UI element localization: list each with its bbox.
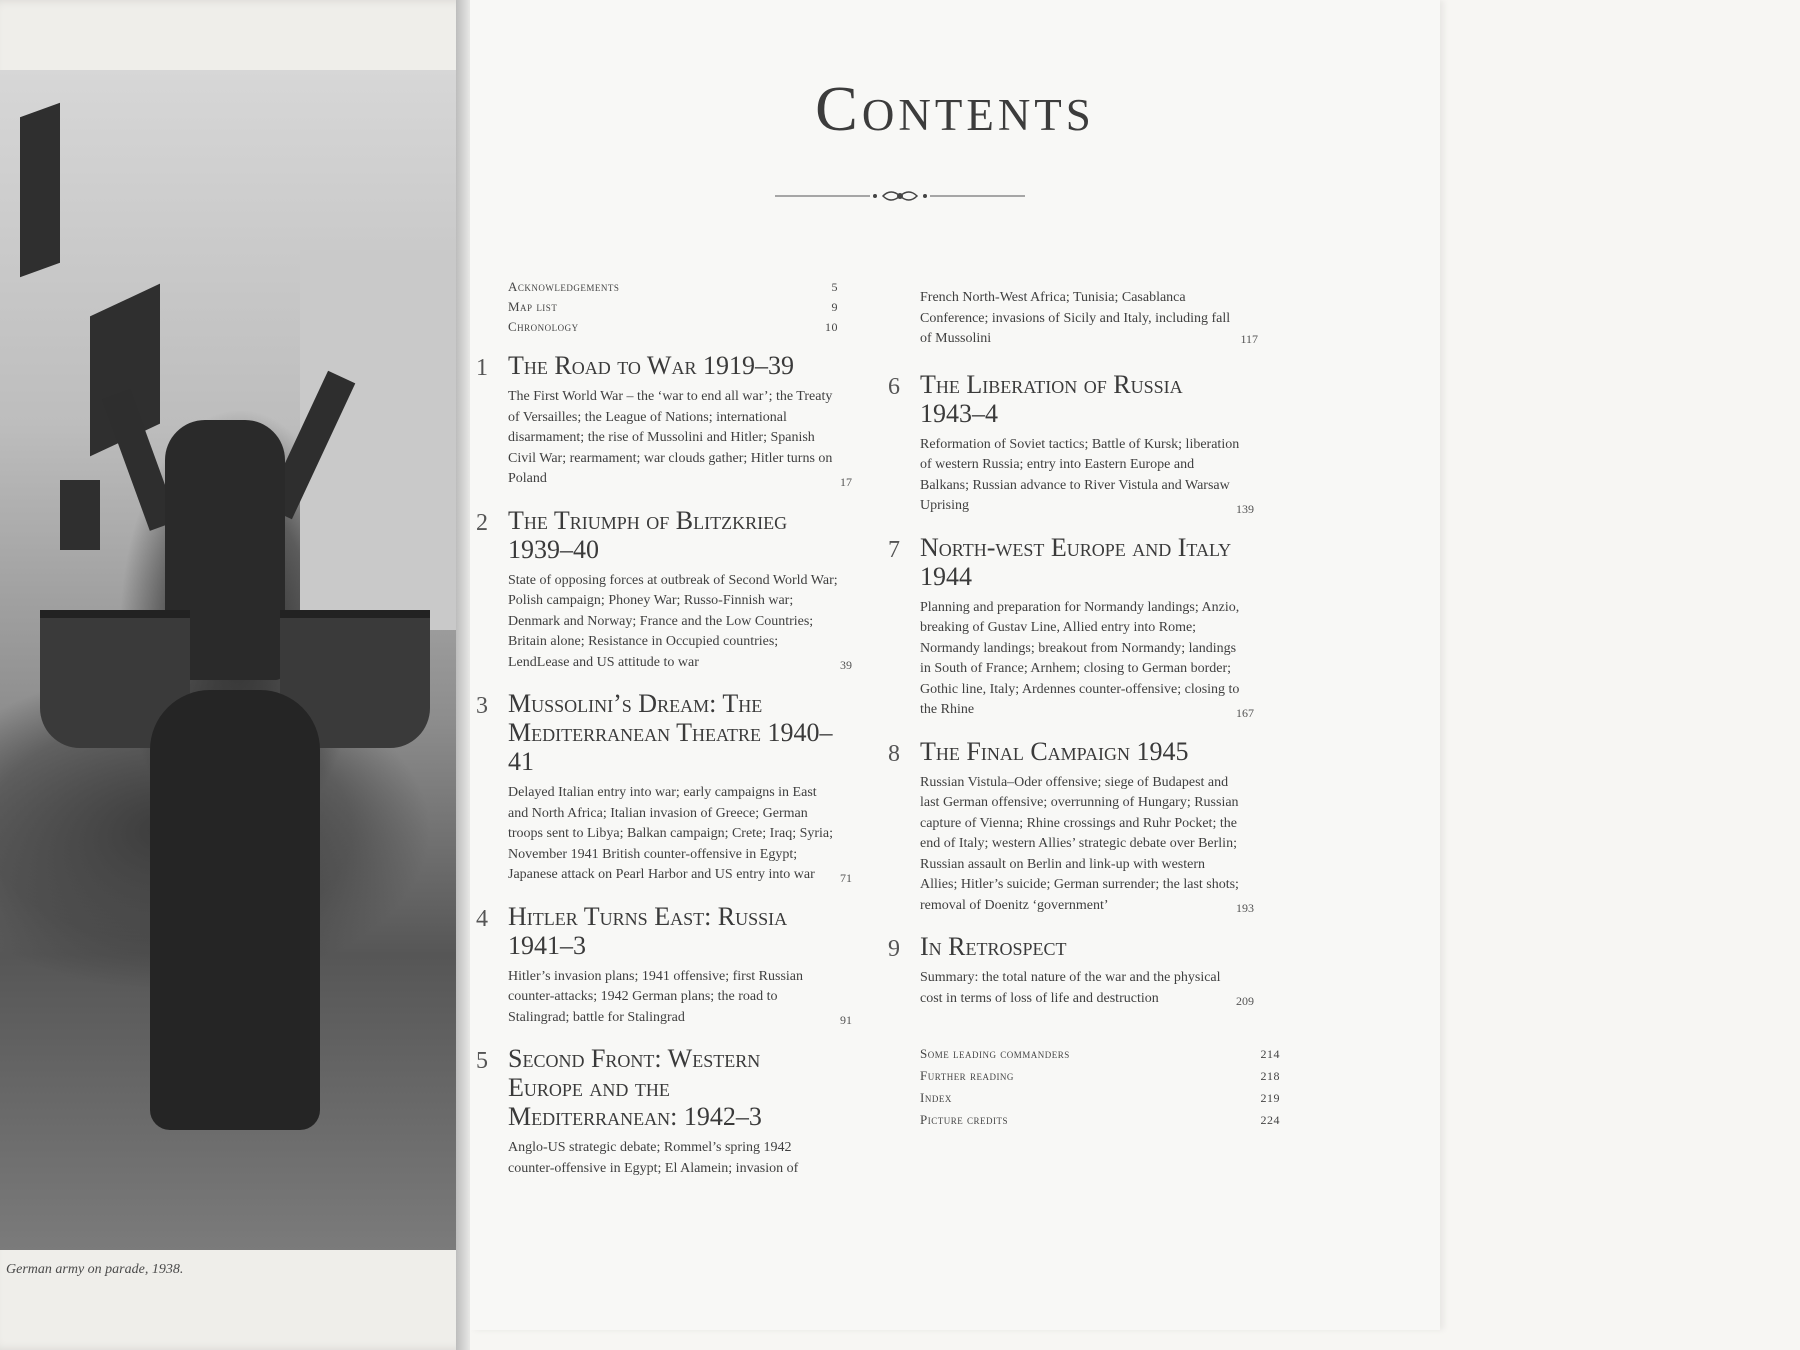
chapter-title: In Retrospect: [920, 932, 1067, 961]
entry-label: Picture credits: [920, 1112, 1008, 1127]
page-number: 9: [831, 300, 838, 314]
chapter-number: 8: [888, 740, 900, 767]
chapter-entry[interactable]: [888, 369, 1254, 517]
book-gutter: [456, 0, 470, 1350]
chapter-title: North-west Europe and Italy 1944: [920, 532, 1232, 591]
page-number: 10: [825, 320, 838, 334]
chapter-entry[interactable]: [476, 901, 852, 1029]
parade-photo: [0, 70, 456, 1250]
horse-figure: [150, 690, 320, 1130]
chapter-number: 5: [476, 1048, 488, 1074]
chapter-description: The First World War – the ‘war to end all war’; the Treaty of Versailles; the League of Nations; international disarmament; the rise of Mussolini and Hitler; Spanish Civil War; rearmament; war clouds gather; Hitler turns on Poland: [508, 389, 833, 486]
end-matter-list: [920, 1043, 1280, 1131]
flag-shape: [20, 103, 60, 278]
chapter-title: Mussolini’s Dream: The Mediterranean Theatre 1940–41: [508, 689, 833, 776]
chapter-entry[interactable]: [888, 736, 1254, 917]
chapter-description: French North-West Africa; Tunisia; Casablanca Conference; invasions of Sicily and Italy, including fall of Mussolini: [920, 290, 1231, 346]
chapter-number: 3: [476, 693, 488, 719]
page-number: 17: [840, 474, 852, 489]
chapter-title: The Liberation of Russia 1943–4: [920, 369, 1183, 428]
page-title: Contents: [815, 73, 1095, 144]
entry-label: Further reading: [920, 1068, 1014, 1083]
contents-column-left: [476, 277, 852, 1195]
contents-column-right: [888, 288, 1280, 1131]
entry-label: Some leading commanders: [920, 1046, 1070, 1061]
chapter-number: 6: [888, 373, 900, 400]
page-number: 91: [840, 1013, 852, 1027]
page-number: 5: [831, 280, 838, 294]
chapter-number: 2: [476, 509, 488, 536]
front-matter-item[interactable]: [508, 277, 838, 297]
end-matter-item[interactable]: [920, 1043, 1280, 1065]
chapter-description: Delayed Italian entry into war; early campaigns in East and North Africa; Italian invasion of Greece; German troops sent to Libya; Balkan campaign; Crete; Iraq; Syria; November 1941 British counter-offensive in Egypt; Japanese attack on Pearl Harbor and US entry into war: [508, 785, 834, 882]
chapter-title: Second Front: Western Europe and the Mediterranean: 1942–3: [508, 1044, 762, 1131]
chapter-description: Reformation of Soviet tactics; Battle of Kursk; liberation of western Russia; entry into Eastern Europe and Balkans; Russian advance to River Vistula and Warsaw Uprising: [920, 436, 1240, 513]
chapter-number: 9: [888, 936, 900, 962]
entry-label: Map list: [508, 299, 558, 314]
chapter-description: State of opposing forces at outbreak of Second World War; Polish campaign; Phoney War; Russo-Finnish war; Denmark and Norway; France and the Low Countries; Britain alone; Resistance in Occupied countries; LendLease and US attitude to war: [508, 572, 838, 670]
page-number: 139: [1236, 501, 1254, 516]
page-number: 71: [840, 870, 852, 885]
chapter-description: Summary: the total nature of the war and the physical cost in terms of loss of life and destruction: [920, 970, 1221, 1006]
chapter-continuation[interactable]: [920, 288, 1258, 350]
chapter-title: The Road to War 1919–39: [508, 351, 794, 380]
chapter-title: The Triumph of Blitzkrieg 1939–40: [508, 505, 788, 564]
page-number: 218: [1260, 1069, 1280, 1083]
chapter-number: 4: [476, 905, 488, 932]
entry-label: Acknowledgements: [508, 279, 620, 294]
end-matter-item[interactable]: [920, 1065, 1280, 1087]
chapter-entry[interactable]: [888, 932, 1254, 1009]
chapter-description: Russian Vistula–Oder offensive; siege of Budapest and last German offensive; overrunning of Hungary; Russian capture of Vienna; Rhine crossings and Ruhr Pocket; the end of Italy; western Allies’ strategic debate over Berlin; Russian assault on Berlin and link-up with western Allies; Hitler’s suicide; German surrender; the last shots; removal of Doenitz ‘government’: [920, 774, 1239, 913]
ornament-divider: [775, 186, 1025, 206]
end-matter-item[interactable]: [920, 1109, 1280, 1131]
chapter-title: The Final Campaign 1945: [920, 736, 1189, 766]
page-number: 117: [1240, 332, 1258, 346]
page-number: 219: [1260, 1091, 1280, 1105]
chapter-description: Planning and preparation for Normandy landings; Anzio, breaking of Gustav Line, Allied entry into Rome; Normandy landings; breakout from Normandy; landings in South of France; Arnhem; closing to German border; Gothic line, Italy; Ardennes counter-offensive; closing to the Rhine: [920, 599, 1240, 717]
entry-label: Index: [920, 1090, 952, 1105]
front-matter-list: [508, 277, 838, 337]
flag-shape: [60, 480, 100, 550]
chapter-entry[interactable]: [476, 351, 852, 490]
chapter-number: 7: [888, 536, 900, 563]
chapter-number: 1: [476, 355, 488, 381]
chapter-entry[interactable]: [476, 1044, 838, 1179]
front-matter-item[interactable]: [508, 317, 838, 337]
end-matter-item[interactable]: [920, 1087, 1280, 1109]
page-number: 209: [1236, 994, 1254, 1008]
page-number: 214: [1260, 1047, 1280, 1061]
left-page: [0, 0, 470, 1350]
chapter-entry[interactable]: [888, 532, 1254, 721]
contents-page: [470, 0, 1440, 1330]
page-number: 193: [1236, 901, 1254, 915]
page-number: 224: [1260, 1113, 1280, 1127]
page-number: 167: [1236, 705, 1254, 720]
photo-caption: German army on parade, 1938.: [6, 1262, 184, 1277]
chapter-title: Hitler Turns East: Russia 1941–3: [508, 901, 788, 960]
chapter-description: Hitler’s invasion plans; 1941 offensive; first Russian counter-attacks; 1942 German plans; the road to Stalingrad; battle for Stalingrad: [508, 968, 804, 1025]
page-number: 39: [840, 658, 852, 672]
chapter-entry[interactable]: [476, 505, 852, 674]
chapter-description: Anglo-US strategic debate; Rommel’s spring 1942 counter-offensive in Egypt; El Alamein; invasion of: [508, 1140, 799, 1176]
entry-label: Chronology: [508, 319, 579, 334]
chapter-entry[interactable]: [476, 689, 852, 886]
front-matter-item[interactable]: [508, 297, 838, 317]
